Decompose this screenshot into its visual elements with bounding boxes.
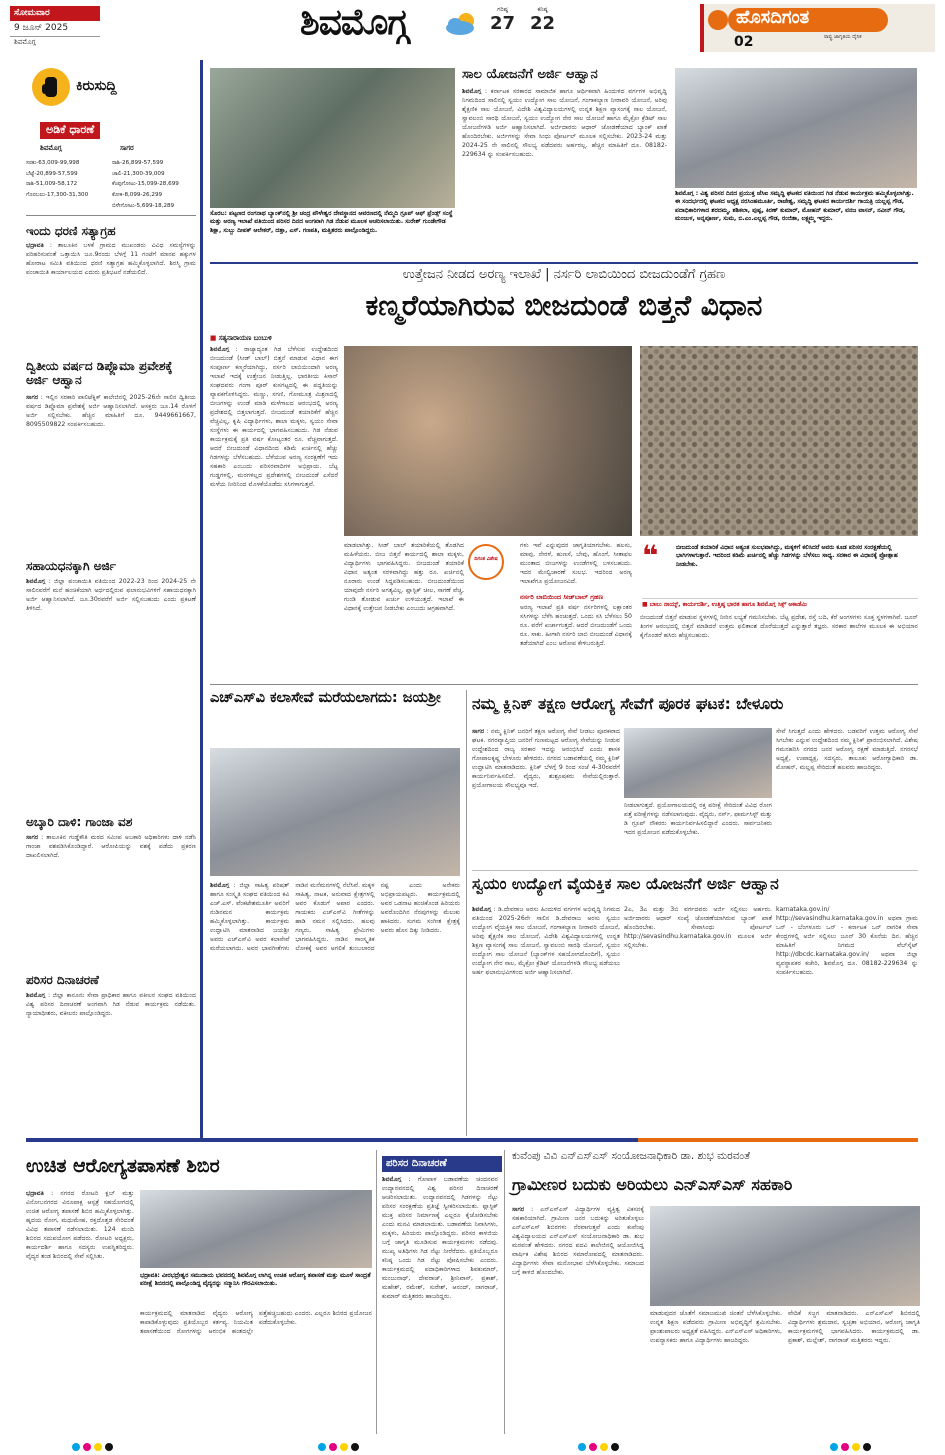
photo-clinic	[624, 728, 772, 798]
min-temp: 22	[530, 12, 556, 34]
badge-text: ದಿಗಂತ ವಿಶೇಷ	[474, 556, 498, 562]
parisara2-place: ಶಿವಮೊಗ್ಗ	[382, 1176, 402, 1183]
byline-text: ಸತ್ಯನಾರಾಯಣ ಬಂಬುಳಿ	[218, 334, 272, 342]
page-number: 02	[734, 34, 754, 50]
clinic-text: ನಮ್ಮ ಕ್ಲಿನಿಕ್ ಜನರಿಗೆ ತಕ್ಷಣ ಆರೋಗ್ಯ ಸೇವೆ ನೀಡಲು ಪೂರಕವಾದ ಘಟಕ. ನಗರವ್ಯಾಪ್ತಿಯ ಜನರಿಗೆ ಗುಣಮಟ್ಟದ ಆರೋಗ್ಯ ಸೇವೆಯನ್ನು ನೀಡುವ ಉದ್ದೇಶದಿಂದ ರಾಜ್ಯ ಸರಕಾರ ಇದನ್ನು ಆರಂಭಿಸಿದೆ ಎಂದು ಶಾಸಕ ಗೋಪಾಲಕೃಷ್ಣ ಬೇಳೂರು ಹೇಳಿದರು. ನಗರದ ಬಡಾವಣೆಯಲ್ಲಿ ನಮ್ಮ ಕ್ಲಿನಿಕ್ ಉದ್ಘಾಟಿಸಿ ಮಾತನಾಡಿದರು. ಕ್ಲಿನಿಕ್ ಬೆಳಗ್ಗೆ 9 ರಿಂದ ಸಂಜೆ 4-30ರವರೆಗೆ ಕಾರ್ಯನಿರ್ವಹಿಸಲಿದೆ. ವೈದ್ಯರು, ಶುಶ್ರೂಷಕರು ಸೇವೆಯಲ್ಲಿರುತ್ತಾರೆ. ಪ್ರಯೋಗಾಲಯ ಸೌಲಭ್ಯವೂ ಇದೆ.	[472, 728, 620, 789]
clinic-body: ಸಾಗರ : ನಮ್ಮ ಕ್ಲಿನಿಕ್ ಜನರಿಗೆ ತಕ್ಷಣ ಆರೋಗ್ಯ ಸೇವೆ ನೀಡಲು ಪೂರಕವಾದ ಘಟಕ. ನಗರವ್ಯಾಪ್ತಿಯ ಜನರಿಗೆ ಗುಣಮಟ್ಟದ ಆರೋಗ್ಯ ಸೇವೆಯನ್ನು ನೀಡುವ ಉದ್ದೇಶದಿಂದ ರಾಜ್ಯ ಸರಕಾರ ಇದನ್ನು ಆರಂಭಿಸಿದೆ ಎಂದು ಶಾಸಕ ಗೋಪಾಲಕೃಷ್ಣ ಬೇಳೂರು ಹೇಳಿದರು. ನಗರದ ಬಡಾವಣೆಯಲ್ಲಿ ನಮ್ಮ ಕ್ಲಿನಿಕ್ ಉದ್ಘಾಟಿಸಿ ಮಾತನಾಡಿದರು. ಕ್ಲಿನಿಕ್ ಬೆಳಗ್ಗೆ 9 ರಿಂದ ಸಂಜೆ 4-30ರವರೆಗೆ ಕಾರ್ಯನಿರ್ವಹಿಸಲಿದೆ. ವೈದ್ಯರು, ಶುಶ್ರೂಷಕರು ಸೇವೆಯಲ್ಲಿರುತ್ತಾರೆ. ಪ್ರಯೋಗಾಲಯ ಸೌಲಭ್ಯವೂ ಇದೆ.	[472, 728, 620, 789]
lead-body4	[520, 604, 632, 680]
parisara2-title: ಪರಿಸರ ದಿನಾಚರಣೆ	[382, 1156, 502, 1172]
lead-byline	[210, 334, 272, 344]
lead-body5	[640, 614, 918, 682]
nss-body2	[650, 1310, 782, 1430]
photo-planting	[210, 68, 455, 208]
parisara2-body: ಶಿವಮೊಗ್ಗ : ಗೋಪಾಳ ಬಡಾವಣೆಯ ಚಂದನವನ ಉದ್ಯಾನವನದಲ್ಲಿ ವಿಶ್ವ ಪರಿಸರ ದಿನಾಚರಣೆ ಆಚರಿಸಲಾಯಿತು. ಉದ್ಯಾನವನದಲ್ಲಿ ಗಿಡಗಳನ್ನು ನೆಟ್ಟು ಪರಿಸರ ಸಂರಕ್ಷಣೆಯ ಪ್ರತಿಜ್ಞೆ ಸ್ವೀಕರಿಸಲಾಯಿತು. ಪ್ಲಾಸ್ಟಿಕ್ ಮುಕ್ತ ಪರಿಸರ ನಿರ್ಮಾಣಕ್ಕೆ ಎಲ್ಲರೂ ಕೈಜೋಡಿಸಬೇಕು ಎಂದು ಮನವಿ ಮಾಡಲಾಯಿತು. ಬಡಾವಣೆಯ ನಿವಾಸಿಗಳು, ಮಕ್ಕಳು, ಹಿರಿಯರು ಪಾಲ್ಗೊಂಡಿದ್ದರು. ಪರಿಸರ ಕಾಳಜಿಯ ಬಗ್ಗೆ ಜಾಗೃತಿ ಮೂಡಿಸುವ ಕಾರ್ಯಕ್ರಮಗಳು ನಡೆದವು. ಮುಖ್ಯ ಅತಿಥಿಗಳು ಗಿಡ ನೆಟ್ಟು ನೀರೆರೆದರು. ಪ್ರತಿಯೊಬ್ಬರೂ ಕನಿಷ್ಠ ಒಂದು ಗಿಡ ನೆಟ್ಟು ಪೋಷಿಸಬೇಕು ಎಂದರು. ಕಾರ್ಯಕ್ರಮದಲ್ಲಿ ಪದಾಧಿಕಾರಿಗಳಾದ ಶಿವಕುಮಾರ್, ಮಂಜುನಾಥ್, ದೇವರಾಜ್, ಶ್ರೀನಿವಾಸ್, ಪ್ರಕಾಶ್, ಮಹೇಶ್, ರಮೇಶ್, ಸುರೇಶ್, ಆನಂದ್, ನಾಗರಾಜ್, ಕುಮಾರ್ ಮತ್ತಿತರರು ಹಾಜರಿದ್ದರು.	[382, 1176, 498, 1300]
parisara2-text: ಗೋಪಾಳ ಬಡಾವಣೆಯ ಚಂದನವನ ಉದ್ಯಾನವನದಲ್ಲಿ ವಿಶ್ವ ಪರಿಸರ ದಿನಾಚರಣೆ ಆಚರಿಸಲಾಯಿತು. ಉದ್ಯಾನವನದಲ್ಲಿ ಗಿಡಗಳನ್ನು ನೆಟ್ಟು ಪರಿಸರ ಸಂರಕ್ಷಣೆಯ ಪ್ರತಿಜ್ಞೆ ಸ್ವೀಕರಿಸಲಾಯಿತು. ಪ್ಲಾಸ್ಟಿಕ್ ಮುಕ್ತ ಪರಿಸರ ನಿರ್ಮಾಣಕ್ಕೆ ಎಲ್ಲರೂ ಕೈಜೋಡಿಸಬೇಕು ಎಂದು ಮನವಿ ಮಾಡಲಾಯಿತು. ಬಡಾವಣೆಯ ನಿವಾಸಿಗಳು, ಮಕ್ಕಳು, ಹಿರಿಯರು ಪಾಲ್ಗೊಂಡಿದ್ದರು. ಪರಿಸರ ಕಾಳಜಿಯ ಬಗ್ಗೆ ಜಾಗೃತಿ ಮೂಡಿಸುವ ಕಾರ್ಯಕ್ರಮಗಳು ನಡೆದವು. ಮುಖ್ಯ ಅತಿಥಿಗಳು ಗಿಡ ನೆಟ್ಟು ನೀರೆರೆದರು. ಪ್ರತಿಯೊಬ್ಬರೂ ಕನಿಷ್ಠ ಒಂದು ಗಿಡ ನೆಟ್ಟು ಪೋಷಿಸಬೇಕು ಎಂದರು. ಕಾರ್ಯಕ್ರಮದಲ್ಲಿ ಪದಾಧಿಕಾರಿಗಳಾದ ಶಿವಕುಮಾರ್, ಮಂಜುನಾಥ್, ದೇವರಾಜ್, ಶ್ರೀನಿವಾಸ್, ಪ್ರಕಾಶ್, ಮಹೇಶ್, ರಮೇಶ್, ಸುರೇಶ್, ಆನಂದ್, ನಾಗರಾಜ್, ಕುಮಾರ್ ಮತ್ತಿತರರು ಹಾಜರಿದ್ದರು.	[382, 1176, 498, 1300]
selfemp-place: ಶಿವಮೊಗ್ಗ	[472, 906, 492, 913]
selfemp-body: ಶಿವಮೊಗ್ಗ : ಡಿ.ದೇವರಾಜ ಅರಸು ಹಿಂದುಳಿದ ವರ್ಗಗಳ ಅಭಿವೃದ್ಧಿ ನಿಗಮದ ವತಿಯಿಂದ 2025-26ನೇ ಸಾಲಿನ ಡಿ.ದೇವರಾಜ ಅರಸು ಸ್ವಯಂ ಉದ್ಯೋಗ ವೈಯಕ್ತಿಕ ಸಾಲ ಯೋಜನೆ, ಗಂಗಾಕಲ್ಯಾಣ ನೀರಾವರಿ ಯೋಜನೆ, ಅರಿವು ಶೈಕ್ಷಣಿಕ ಸಾಲ ಯೋಜನೆ, ವಿದೇಶಿ ವಿಶ್ವವಿದ್ಯಾಲಯಗಳಲ್ಲಿ ಉನ್ನತ ಶಿಕ್ಷಣ ವ್ಯಾಸಂಗಕ್ಕೆ ಸಾಲ ಯೋಜನೆ, ಸ್ವಾವಲಂಬಿ ಸಾರಥಿ ಯೋಜನೆ, ಸ್ವಯಂ ಉದ್ಯೋಗ ಸಾಲ ಯೋಜನೆ (ಬ್ಯಾಂಕ್‌ಗಳ ಸಹಯೋಗದೊಂದಿಗೆ), ಸ್ವಯಂ ಉದ್ಯೋಗ ನೇರ ಸಾಲ, ಮೈಕ್ರೋ ಕ್ರೆಡಿಟ್ ಯೋಜನೆಗಳಡಿ ಸೌಲಭ್ಯ ಪಡೆಯಲು ಅರ್ಹ ಫಲಾನುಭವಿಗಳಿಂದ ಅರ್ಜಿ ಆಹ್ವಾನಿಸಲಾಗಿದೆ.	[472, 906, 620, 976]
hsv-body: ಶಿವಮೊಗ್ಗ : ಜಿಲ್ಲಾ ಸಾಹಿತ್ಯ ಪರಿಷತ್ ಹಾಗೂ ಸಂಸ್ಕೃತಿ ಸಂಘದ ವತಿಯಿಂದ ಕವಿ ಎಚ್.ಎಸ್. ವೆಂಕಟೇಶಮೂರ್ತಿ ಅವರಿಗೆ ನುಡಿನಮನ ಕಾರ್ಯಕ್ರಮ ಹಮ್ಮಿಕೊಳ್ಳಲಾಗಿತ್ತು. ಕಾರ್ಯಕ್ರಮ ಉದ್ಘಾಟಿಸಿ ಮಾತನಾಡಿದ ಜಯಶ್ರೀ ಅವರು ಎಚ್‌ಎಸ್‌ವಿ ಅವರ ಕಲಾಸೇವೆ ಮರೆಯಲಾಗದು. ಅವರ ಭಾವಗೀತೆಗಳು ನಾಡಿನ ಮನೆಮನಗಳಲ್ಲಿ ನೆಲೆಸಿವೆ. ಮಕ್ಕಳ ಸಾಹಿತ್ಯ, ನಾಟಕ, ಅನುವಾದ ಕ್ಷೇತ್ರಗಳಲ್ಲಿ ಅವರ ಕೊಡುಗೆ ಅಪಾರ ಎಂದರು. ಗಾಯಕರು ಎಚ್‌ಎಸ್‌ವಿ ಗೀತೆಗಳನ್ನು ಹಾಡಿ ನಮನ ಸಲ್ಲಿಸಿದರು. ಹಲವು ಗಣ್ಯರು, ಸಾಹಿತ್ಯ ಪ್ರೇಮಿಗಳು ಭಾಗವಹಿಸಿದ್ದರು. ನಾಡಿನ ಸಾಂಸ್ಕೃತಿಕ ಲೋಕಕ್ಕೆ ಅವರ ಅಗಲಿಕೆ ತುಂಬಲಾರದ ನಷ್ಟ ಎಂದು ಅನೇಕರು ಅಭಿಪ್ರಾಯಪಟ್ಟರು. ಕಾರ್ಯಕ್ರಮದಲ್ಲಿ ಅವರ ಒಡನಾಟ ಹಂಚಿಕೊಂಡ ಹಿರಿಯರು ಅವರೊಂದಿಗಿನ ನೆನಪುಗಳನ್ನು ಮೆಲುಕು ಹಾಕಿದರು. ಸುಗಮ ಸಂಗೀತ ಕ್ಷೇತ್ರಕ್ಕೆ ಅವರು ಹೊಸ ದಿಕ್ಕು ನೀಡಿದರು.	[210, 882, 460, 952]
masthead-city: ಶಿವಮೊಗ್ಗ	[14, 37, 36, 46]
lead-text3: ಗಳು ಇವೆ ಎನ್ನುವುದರ ಜಾಗೃತಿಯಾಗಬೇಕು. ಹಲಸು, ಮಾವು, ನೇರಳೆ, ಹುಣಸೆ, ಬೇವು, ಹೊಂಗೆ, ಸೀತಾಫಲ ಮುಂತಾದ ಬೀಜಗಳನ್ನು ಉಂಡೆಗಳಲ್ಲಿ ಬಳಸಬಹುದು. ಇದರ ಮೇಲ್ವಿಚಾರಣೆ ಸುಲಭ. ಇದರಿಂದ ಅರಣ್ಯ ಇಲಾಖೆಗೂ ಪ್ರಯೋಜನವಿದೆ.	[520, 542, 632, 585]
story-text: ಜಿಲ್ಲಾ ಪಂಚಾಯಿತಿ ವತಿಯಿಂದ 2022-23 ರಿಂದ 2024-25 ನೇ ಸಾಲಿನವರೆಗೆ ಮನೆ ಹಂಚಿಕೆಯಾಗಿ ಅರ್ಧದಲ್ಲಿರುವ ಫಲಾನುಭವಿಗಳಿಗೆ ಸಹಾಯಧನಕ್ಕಾಗಿ ಅರ್ಜಿ ಆಹ್ವಾನಿಸಲಾಗಿದೆ. ಜೂ.30ರವರೆಗೆ ಅರ್ಜಿ ಸಲ್ಲಿಸಬಹುದು ಎಂದು ಪ್ರಕಟಣೆ ತಿಳಿಸಿದೆ.	[26, 578, 196, 612]
masthead-date-box	[10, 6, 120, 50]
kirusuddi-title: ಕಿರುಸುದ್ದಿ	[76, 78, 117, 94]
brand-logo-icon	[708, 10, 728, 30]
nss-place: ಸಾಗರ	[512, 1206, 525, 1213]
story-place: ಶಿವಮೊಗ್ಗ	[26, 578, 46, 585]
nss-text3: ವೇದಿಕೆ ಸಜ್ಜಗ ಮಾತನಾಡಿದರು. ಎನ್‌ಎಸ್‌ಎಸ್ ಶಿಬಿರದಲ್ಲಿ ವಿದ್ಯಾರ್ಥಿಗಳು ಶ್ರಮದಾನ, ಸ್ವಚ್ಛತಾ ಅಭಿಯಾನ, ಆರೋಗ್ಯ ಜಾಗೃತಿ ಕಾರ್ಯಕ್ರಮಗಳಲ್ಲಿ ಭಾಗವಹಿಸಿದರು. ಕಾರ್ಯಕ್ರಮದಲ್ಲಿ ಡಾ. ಪ್ರಕಾಶ್, ಮಲ್ಲೇಶ್, ನಾಗರಾಜ್ ಮತ್ತಿತರರು ಇದ್ದರು.	[788, 1310, 920, 1344]
loan-title: ಸಾಲ ಯೋಜನೆಗೆ ಅರ್ಜಿ ಆಹ್ವಾನ	[462, 67, 598, 82]
sidebar-divider	[200, 60, 203, 1140]
lead-body3	[520, 542, 632, 592]
clinic-title: ನಮ್ಮ ಕ್ಲಿನಿಕ್ ತಕ್ಷಣ ಆರೋಗ್ಯ ಸೇವೆಗೆ ಪೂರಕ ಘಟಕ: ಬೇಳೂರು	[472, 695, 784, 713]
selfemp-text: ಡಿ.ದೇವರಾಜ ಅರಸು ಹಿಂದುಳಿದ ವರ್ಗಗಳ ಅಭಿವೃದ್ಧಿ ನಿಗಮದ ವತಿಯಿಂದ 2025-26ನೇ ಸಾಲಿನ ಡಿ.ದೇವರಾಜ ಅರಸು ಸ್ವಯಂ ಉದ್ಯೋಗ ವೈಯಕ್ತಿಕ ಸಾಲ ಯೋಜನೆ, ಗಂಗಾಕಲ್ಯಾಣ ನೀರಾವರಿ ಯೋಜನೆ, ಅರಿವು ಶೈಕ್ಷಣಿಕ ಸಾಲ ಯೋಜನೆ, ವಿದೇಶಿ ವಿಶ್ವವಿದ್ಯಾಲಯಗಳಲ್ಲಿ ಉನ್ನತ ಶಿಕ್ಷಣ ವ್ಯಾಸಂಗಕ್ಕೆ ಸಾಲ ಯೋಜನೆ, ಸ್ವಾವಲಂಬಿ ಸಾರಥಿ ಯೋಜನೆ, ಸ್ವಯಂ ಉದ್ಯೋಗ ಸಾಲ ಯೋಜನೆ (ಬ್ಯಾಂಕ್‌ಗಳ ಸಹಯೋಗದೊಂದಿಗೆ), ಸ್ವಯಂ ಉದ್ಯೋಗ ನೇರ ಸಾಲ, ಮೈಕ್ರೋ ಕ್ರೆಡಿಟ್ ಯೋಜನೆಗಳಡಿ ಸೌಲಭ್ಯ ಪಡೆಯಲು ಅರ್ಹ ಫಲಾನುಭವಿಗಳಿಂದ ಅರ್ಜಿ ಆಹ್ವಾನಿಸಲಾಗಿದೆ.	[472, 906, 620, 976]
weather-icon	[444, 10, 480, 36]
lead-kicker: ಉತ್ತೇಜನ ನೀಡದ ಅರಣ್ಯ ಇಲಾಖೆ | ನರ್ಸರಿ ಲಾಬಿಯಿಂದ ಬೀಜದುಂಡೆಗೆ ಗ್ರಹಣ	[402, 267, 726, 282]
camp-text2: ಕಾರ್ಯಕ್ರಮದಲ್ಲಿ ಮಾತನಾಡಿದ ವೈದ್ಯರು ಆರೋಗ್ಯ ಕಾಪಾಡಿಕೊಳ್ಳುವುದು ಪ್ರತಿಯೊಬ್ಬರ ಕರ್ತವ್ಯ. ನಿಯಮಿತ ತಪಾಸಣೆಯಿಂದ ರೋಗಗಳನ್ನು ಆರಂಭಿಕ ಹಂತದಲ್ಲೇ ಪತ್ತೆಹಚ್ಚಬಹುದು ಎಂದರು. ಎಲ್ಲರೂ ಶಿಬಿರದ ಪ್ರಯೋಜನ ಪಡೆದುಕೊಳ್ಳಬೇಕು.	[140, 1310, 372, 1335]
rate-row: ರಾಶಿ-51,009-58,172	[26, 181, 78, 188]
lead-body2	[344, 542, 464, 680]
max-temp: 27	[490, 12, 516, 34]
nss-body: ಸಾಗರ : ಎನ್‌ಎಸ್‌ಎಸ್ ವಿದ್ಯಾರ್ಥಿಗಳ ವ್ಯಕ್ತಿತ್ವ ವಿಕಸನಕ್ಕೆ ಸಹಕಾರಿಯಾಗಿದೆ. ಗ್ರಾಮೀಣ ಜನರ ಬದುಕನ್ನು ಅರಿತುಕೊಳ್ಳಲು ಎನ್‌ಎಸ್‌ಎಸ್ ಶಿಬಿರಗಳು ನೆರವಾಗುತ್ತವೆ ಎಂದು ಕುವೆಂಪು ವಿಶ್ವವಿದ್ಯಾಲಯದ ಎನ್‌ಎಸ್‌ಎಸ್ ಸಂಯೋಜನಾಧಿಕಾರಿ ಡಾ. ಶುಭ ಮರವಂತೆ ಹೇಳಿದರು. ನಗರದ ಪದವಿ ಕಾಲೇಜಿನಲ್ಲಿ ಆಯೋಜಿಸಿದ್ದ ವಾರ್ಷಿಕ ವಿಶೇಷ ಶಿಬಿರದ ಸಮಾರೋಪದಲ್ಲಿ ಮಾತನಾಡಿದರು. ವಿದ್ಯಾರ್ಥಿಗಳು ಸೇವಾ ಮನೋಭಾವ ಬೆಳೆಸಿಕೊಳ್ಳಬೇಕು. ಸಮಾಜದ ಬಗ್ಗೆ ಕಾಳಜಿ ಹೊಂದಬೇಕು.	[512, 1206, 644, 1276]
story-text: ತಾಲೂಕಿನ ಬಳಕೆ ಗ್ರಾಮದ ಮುಖಂಡರು ವಿವಿಧ ಸಮಸ್ಯೆಗಳನ್ನು ಪರಿಹರಿಸುವಂತೆ ಒತ್ತಾಯಿಸಿ ಜೂ.9ರಂದು ಬೆಳಗ್ಗೆ 11 ಗಂಟೆಗೆ ಮಾನವ ಹಕ್ಕುಗಳ ಹೋರಾಟ ಸಮಿತಿ ವತಿಯಿಂದ ಧರಣಿ ಸತ್ಯಾಗ್ರಹ ಹಮ್ಮಿಕೊಳ್ಳಲಾಗಿದೆ. ಶಿರಸ್ಮಿ ಗ್ರಾಮ ಪಂಚಾಯಿತಿ ಕಾರ್ಯಾಲಯದ ಎದುರು ಪ್ರತಿಭಟನೆ ನಡೆಯಲಿದೆ.	[26, 242, 196, 276]
lead-headline: ಕಣ್ಮರೆಯಾಗಿರುವ ಬೀಜದುಂಡೆ ಬಿತ್ತನೆ ವಿಧಾನ	[365, 289, 763, 322]
story-body: ಸಾಗರ : ತಾಲೂಕಿನ ಗುಡ್ಡೆಕೌತಿ ಮಠದ ಸಮೀಪ ಅಬಕಾರಿ ಅಧಿಕಾರಿಗಳು ದಾಳಿ ನಡೆಸಿ ಗಾಂಜಾ ವಶಪಡಿಸಿಕೊಂಡಿದ್ದಾರೆ. ಆರೋಪಿಯನ್ನು ವಶಕ್ಕೆ ಪಡೆದು ಪ್ರಕರಣ ದಾಖಲಿಸಲಾಗಿದೆ.	[26, 834, 196, 859]
selfemp-text3: karnataka.gov.in/ http://sevasindhu.karnataka.gov.in ಅಥವಾ ಗ್ರಾಮ ಒನ್ - ಬೆಂಗಳೂರು ಒನ್ - ಕರ್ನಾಟಕ ಒನ್ ನಾಗರಿಕ ಸೇವಾ ಕೇಂದ್ರಗಳಲ್ಲಿ ಅರ್ಜಿ ಸಲ್ಲಿಸಲು ಜೂನ್ 30 ಕೊನೆಯ ದಿನ. ಹೆಚ್ಚಿನ ಮಾಹಿತಿಗೆ ನಿಗಮದ ವೆಬ್‌ಸೈಟ್ http://dbcdc.karnataka.gov.in/ ಅಥವಾ ಜಿಲ್ಲಾ ವ್ಯವಸ್ಥಾಪಕರ ಕಚೇರಿ, ಶಿವಮೊಗ್ಗ ದೂ. 08182-229634 ನ್ನು ಸಂಪರ್ಕಿಸಬಹುದು.	[776, 906, 918, 976]
masthead-day: ಸೋಮವಾರ	[10, 6, 100, 21]
story-place: ಸಾಗರ	[26, 394, 39, 401]
selfemp-body2	[624, 906, 772, 1128]
bottom-band-rule	[26, 1138, 638, 1142]
nss-kicker: ಕುವೆಂಪು ವಿವಿ ಎನ್ಎಸ್ಎಸ್ ಸಂಯೋಜನಾಧಿಕಾರಿ ಡಾ. ಶುಭ ಮರವಂತೆ	[512, 1150, 751, 1162]
hsv-text: ಜಿಲ್ಲಾ ಸಾಹಿತ್ಯ ಪರಿಷತ್ ಹಾಗೂ ಸಂಸ್ಕೃತಿ ಸಂಘದ ವತಿಯಿಂದ ಕವಿ ಎಚ್.ಎಸ್. ವೆಂಕಟೇಶಮೂರ್ತಿ ಅವರಿಗೆ ನುಡಿನಮನ ಕಾರ್ಯಕ್ರಮ ಹಮ್ಮಿಕೊಳ್ಳಲಾಗಿತ್ತು. ಕಾರ್ಯಕ್ರಮ ಉದ್ಘಾಟಿಸಿ ಮಾತನಾಡಿದ ಜಯಶ್ರೀ ಅವರು ಎಚ್‌ಎಸ್‌ವಿ ಅವರ ಕಲಾಸೇವೆ ಮರೆಯಲಾಗದು. ಅವರ ಭಾವಗೀತೆಗಳು ನಾಡಿನ ಮನೆಮನಗಳಲ್ಲಿ ನೆಲೆಸಿವೆ. ಮಕ್ಕಳ ಸಾಹಿತ್ಯ, ನಾಟಕ, ಅನುವಾದ ಕ್ಷೇತ್ರಗಳಲ್ಲಿ ಅವರ ಕೊಡುಗೆ ಅಪಾರ ಎಂದರು. ಗಾಯಕರು ಎಚ್‌ಎಸ್‌ವಿ ಗೀತೆಗಳನ್ನು ಹಾಡಿ ನಮನ ಸಲ್ಲಿಸಿದರು. ಹಲವು ಗಣ್ಯರು, ಸಾಹಿತ್ಯ ಪ್ರೇಮಿಗಳು ಭಾಗವಹಿಸಿದ್ದರು. ನಾಡಿನ ಸಾಂಸ್ಕೃತಿಕ ಲೋಕಕ್ಕೆ ಅವರ ಅಗಲಿಕೆ ತುಂಬಲಾರದ ನಷ್ಟ ಎಂದು ಅನೇಕರು ಅಭಿಪ್ರಾಯಪಟ್ಟರು. ಕಾರ್ಯಕ್ರಮದಲ್ಲಿ ಅವರ ಒಡನಾಟ ಹಂಚಿಕೊಂಡ ಹಿರಿಯರು ಅವರೊಂದಿಗಿನ ನೆನಪುಗಳನ್ನು ಮೆಲುಕು ಹಾಕಿದರು. ಸುಗಮ ಸಂಗೀತ ಕ್ಷೇತ್ರಕ್ಕೆ ಅವರು ಹೊಸ ದಿಕ್ಕು ನೀಡಿದರು.	[210, 882, 460, 952]
adike-title: ಅಡಿಕೆ ಧಾರಣೆ	[40, 122, 100, 139]
rate-row: ಕೆಂಪುಗೋಟು-15,099-28,699	[112, 181, 179, 188]
print-registration-marks	[72, 1443, 116, 1455]
camp-title: ಉಚಿತ ಆರೋಗ್ಯತಪಾಸಣೆ ಶಿಬಿರ	[26, 1155, 220, 1177]
camp-caption: ಭದ್ರಾವತಿ: ವೀರಭದ್ರೇಶ್ವರ ಸಮುದಾಯ ಭವನದಲ್ಲಿ ಶಿವಮೊಗ್ಗ ಲಾಗಿನ್ನ ಉಚಿತ ಆರೋಗ್ಯ ತಪಾಸಣೆ ಮತ್ತು ಮೂಳೆ ಸಾಂದ್ರತೆ ಪರೀಕ್ಷೆ ಶಿಬಿರದಲ್ಲಿ ಪಾಲ್ಗೊಂಡಿದ್ದ ವೈದ್ಯರನ್ನು ಸನ್ಮಾನಿಸಿ ಗೌರವಿಸಲಾಯಿತು.	[140, 1272, 371, 1288]
camp-body: ಭದ್ರಾವತಿ : ನಗರದ ರೋಟರಿ ಕ್ಲಬ್ ಮತ್ತು ವಿನೋಬನಗರದ ವಿರೂಪಾಕ್ಷ ಆಸ್ಪತ್ರೆ ಸಹಯೋಗದಲ್ಲಿ ಉಚಿತ ಆರೋಗ್ಯ ತಪಾಸಣೆ ಶಿಬಿರ ಹಮ್ಮಿಕೊಳ್ಳಲಾಗಿತ್ತು. ಹೃದಯ ರೋಗ, ಮಧುಮೇಹ, ರಕ್ತದೊತ್ತಡ ಸೇರಿದಂತೆ ವಿವಿಧ ತಪಾಸಣೆ ನಡೆಸಲಾಯಿತು. 124 ಮಂದಿ ಶಿಬಿರದ ಸದುಪಯೋಗ ಪಡೆದರು. ರೋಟರಿ ಅಧ್ಯಕ್ಷರು, ಕಾರ್ಯದರ್ಶಿ ಹಾಗೂ ಸದಸ್ಯರು ಉಪಸ್ಥಿತರಿದ್ದರು. ವೈದ್ಯರ ತಂಡ ಶಿಬಿರದಲ್ಲಿ ಸೇವೆ ಸಲ್ಲಿಸಿತು.	[26, 1190, 134, 1260]
lead-text5: ಬೀಜದುಂಡೆ ಬಿತ್ತನೆ ಮಾಡುವ ಸ್ಥಳಗಳಲ್ಲಿ ನೀರಿನ ಲಭ್ಯತೆ ಗಮನಿಸಬೇಕು. ಬೆಟ್ಟ ಪ್ರದೇಶ, ರಸ್ತೆ ಬದಿ, ಕೆರೆ ಅಂಗಳಗಳು ಸೂಕ್ತ ಸ್ಥಳಗಳಾಗಿವೆ. ಜೂನ್ ತಿಂಗಳ ಆರಂಭದಲ್ಲಿ ಬಿತ್ತನೆ ಮಾಡಿದರೆ ಉತ್ತಮ ಫಲಿತಾಂಶ ದೊರೆಯುತ್ತದೆ ಎನ್ನುತ್ತಾರೆ ತಜ್ಞರು. ಸರಕಾರ ಶಾಲೆಗಳ ಮೂಲಕ ಈ ಅಭಿಯಾನ ಕೈಗೊಂಡರೆ ಹಸಿರು ಹೆಚ್ಚಿಸಬಹುದು.	[640, 614, 918, 639]
story-place: ಸಾಗರ	[26, 834, 39, 841]
adike-rates-left	[26, 158, 111, 201]
nss-body3	[788, 1310, 920, 1430]
story-body: ಭದ್ರಾವತಿ : ತಾಲೂಕಿನ ಬಳಕೆ ಗ್ರಾಮದ ಮುಖಂಡರು ವಿವಿಧ ಸಮಸ್ಯೆಗಳನ್ನು ಪರಿಹರಿಸುವಂತೆ ಒತ್ತಾಯಿಸಿ ಜೂ.9ರಂದು ಬೆಳಗ್ಗೆ 11 ಗಂಟೆಗೆ ಮಾನವ ಹಕ್ಕುಗಳ ಹೋರಾಟ ಸಮಿತಿ ವತಿಯಿಂದ ಧರಣಿ ಸತ್ಯಾಗ್ರಹ ಹಮ್ಮಿಕೊಳ್ಳಲಾಗಿದೆ. ಶಿರಸ್ಮಿ ಗ್ರಾಮ ಪಂಚಾಯಿತಿ ಕಾರ್ಯಾಲಯದ ಎದುರು ಪ್ರತಿಭಟನೆ ನಡೆಯಲಿದೆ.	[26, 242, 196, 276]
nss-title: ಗ್ರಾಮೀಣರ ಬದುಕು ಅರಿಯಲು ಎನ್ಎಸ್ಎಸ್ ಸಹಕಾರಿ	[512, 1175, 793, 1194]
lead-body: ಶಿವಮೊಗ್ಗ : ರಾಜ್ಯಾದ್ಯಂತ ಗಿಡ ಬೆಳೆಸುವ ಉದ್ದೇಶದಿಂದ ಬೀಜದುಂಡೆ (ಸೀಡ್ ಬಾಲ್) ಬಿತ್ತನೆ ಮಾಡುವ ವಿಧಾನ ಈಗ ಸಂಪೂರ್ಣ ಕಣ್ಮರೆಯಾಗಿದ್ದು, ನರ್ಸರಿ ಲಾಬಿಯಿಂದಾಗಿ ಅರಣ್ಯ ಇಲಾಖೆ ಇದಕ್ಕೆ ಉತ್ತೇಜನ ನೀಡುತ್ತಿಲ್ಲ. ಭಾರತೀಯ ಕಿಸಾನ್ ಸಂಘದವರು ಗಂಗಾ ಪೂರ್ ಕುಸಗಟ್ಟದಲ್ಲಿ ಈ ಪದ್ಧತಿಯನ್ನು ವ್ಯಾಪಕಗೊಳಿಸಿದ್ದರು. ಮಣ್ಣು, ಸಗಣಿ, ಗೋಮೂತ್ರ ಮಿಶ್ರಣದಲ್ಲಿ ಬೀಜಗಳನ್ನು ಉಂಡೆ ಮಾಡಿ ಮಳೆಗಾಲದ ಆರಂಭದಲ್ಲಿ ಅರಣ್ಯ ಪ್ರದೇಶದಲ್ಲಿ ಬಿತ್ತಲಾಗುತ್ತದೆ. ಬೀಜದುಂಡೆ ತಯಾರಿಕೆಗೆ ಹೆಚ್ಚಿನ ವೆಚ್ಚವಿಲ್ಲ, ಕೃಷಿ ವಿದ್ಯಾರ್ಥಿಗಳು, ಶಾಲಾ ಮಕ್ಕಳು, ಸ್ವಯಂ ಸೇವಾ ಸಂಸ್ಥೆಗಳು ಈ ಕಾರ್ಯದಲ್ಲಿ ಭಾಗವಹಿಸಬಹುದು. ಗಿಡ ನೆಡುವ ಕಾರ್ಯಕ್ರಮಕ್ಕೆ ಪ್ರತಿ ವರ್ಷ ಕೋಟ್ಯಂತರ ರೂ. ವೆಚ್ಚವಾಗುತ್ತದೆ. ಆದರೆ ಬೀಜದುಂಡೆ ವಿಧಾನದಿಂದ ಕಡಿಮೆ ಖರ್ಚಿನಲ್ಲಿ ಹೆಚ್ಚು ಗಿಡಗಳನ್ನು ಬೆಳೆಸಬಹುದು. ಬೆಳೆಯುವ ಅರಣ್ಯ ಸಂರಕ್ಷಣೆಗೆ ಇದು ಸಹಕಾರಿ ಎಂಬುದು ಪರಿಸರವಾದಿಗಳ ಅಭಿಪ್ರಾಯ. ಬೆಟ್ಟ ಗುಡ್ಡಗಳಲ್ಲಿ, ಮರಗಳಿಲ್ಲದ ಪ್ರದೇಶಗಳಲ್ಲಿ ಬೀಜದುಂಡೆ ಎಸೆದರೆ ಮಳೆಯ ನೀರಿನಿಂದ ಮೊಳಕೆಯೊಡೆದು ಸಸಿಗಳಾಗುತ್ತವೆ.	[210, 346, 338, 488]
hand-icon	[32, 68, 70, 106]
story-text: ಇಲ್ಲಿನ ಸರಕಾರಿ ಪಾಲಿಟೆಕ್ನಿಕ್ ಕಾಲೇಜಿನಲ್ಲಿ 2025-26ನೇ ಸಾಲಿನ ದ್ವಿತೀಯ ವರ್ಷದ ಡಿಪ್ಲೊಮಾ ಪ್ರವೇಶಕ್ಕೆ ಅರ್ಜಿ ಆಹ್ವಾನಿಸಲಾಗಿದೆ. ಆಸಕ್ತರು ಜೂ.14 ರೊಳಗೆ ಅರ್ಜಿ ಸಲ್ಲಿಸಬೇಕು. ಹೆಚ್ಚಿನ ಮಾಹಿತಿಗೆ ದೂ. 9449661667, 8095509822 ಸಂಪರ್ಕಿಸಬಹುದು.	[26, 394, 196, 428]
hsv-title: ಎಚ್‌ಎಸ್‌ವಿ ಕಲಾಸೇವೆ ಮರೆಯಲಾಗದು: ಜಯಶ್ರೀ	[210, 690, 441, 706]
lead-quote: ಬೀಜದುಂಡೆ ತಯಾರಿಕೆ ವಿಧಾನ ಅತ್ಯಂತ ಸುಲಭವಾಗಿದ್ದು, ಮಕ್ಕಳಿಗೆ ಕಲಿಸಿದರೆ ಅವರು ಕೂಡ ಪರಿಸರ ಸಂರಕ್ಷಣೆಯಲ್ಲಿ ಭಾಗಿಗಳಾಗುತ್ತಾರೆ. ಇದರಿಂದ ಕಡಿಮೆ ಖರ್ಚಿನಲ್ಲಿ ಹೆಚ್ಚು ಗಿಡಗಳನ್ನು ಬೆಳೆಸಲು ಸಾಧ್ಯ. ಸರಕಾರ ಈ ವಿಧಾನಕ್ಕೆ ಪ್ರೋತ್ಸಾಹ ನೀಡಬೇಕು.	[676, 544, 898, 568]
rate-row: ಕೋಕ-8,099-26,299	[112, 191, 163, 198]
selfemp-body3	[776, 906, 918, 1128]
story-body: ಶಿವಮೊಗ್ಗ : ಜಿಲ್ಲಾ ಕಾನೂನು ಸೇವಾ ಪ್ರಾಧಿಕಾರ ಹಾಗೂ ವಕೀಲರ ಸಂಘದ ವತಿಯಿಂದ ವಿಶ್ವ ಪರಿಸರ ದಿನಾಚರಣೆ ಅಂಗವಾಗಿ ಗಿಡ ನೆಡುವ ಕಾರ್ಯಕ್ರಮ ನಡೆಯಿತು. ನ್ಯಾಯಾಧೀಶರು, ವಕೀಲರು ಪಾಲ್ಗೊಂಡಿದ್ದರು.	[26, 992, 196, 1017]
print-registration-marks	[830, 1443, 874, 1455]
camp-body2	[140, 1310, 372, 1428]
photo-seedball-making	[344, 346, 632, 536]
loan-text: ಕರ್ನಾಟಕ ಸರಕಾರದ ಸಾಮಾಜಿಕ ಹಾಗೂ ಆರ್ಥಿಕವಾಗಿ ಹಿಂದುಳಿದ ವರ್ಗಗಳ ಅಭಿವೃದ್ಧಿ ನಿಗಮದಿಂದ ಸಾಲಿನಲ್ಲಿ ಸ್ವಯಂ ಉದ್ಯೋಗ ಸಾಲ ಯೋಜನೆ, ಗಂಗಾಕಲ್ಯಾಣ ನೀರಾವರಿ ಯೋಜನೆ, ಅರಿವು ಶೈಕ್ಷಣಿಕ ಸಾಲ ಯೋಜನೆ, ವಿದೇಶಿ ವಿಶ್ವವಿದ್ಯಾಲಯಗಳಲ್ಲಿ ಉನ್ನತ ಶಿಕ್ಷಣ ವ್ಯಾಸಂಗಕ್ಕೆ ಸಾಲ ಯೋಜನೆ, ಸ್ವಾವಲಂಬಿ ಸಾರಥಿ ಯೋಜನೆ, ಸ್ವಯಂ ಉದ್ಯೋಗ ನೇರ ಸಾಲ ಯೋಜನೆ ಹಾಗೂ ಮೈಕ್ರೋ ಕ್ರೆಡಿಟ್ ಸಾಲ ಯೋಜನೆಗಳಡಿ ಅರ್ಜಿ ಆಹ್ವಾನಿಸಲಾಗಿದೆ. ಅರ್ಜಿದಾರರು ಆಧಾರ್ ಜೋಡಣೆಯಾದ ಬ್ಯಾಂಕ್ ಖಾತೆ ಹೊಂದಿರಬೇಕು. ಅರ್ಜಿಗಳನ್ನು ಸೇವಾ ಸಿಂಧು ಪೋರ್ಟಲ್ ಮೂಲಕ ಸಲ್ಲಿಸಬೇಕು. 2023-24 ಮತ್ತು 2024-25 ನೇ ಸಾಲಿನಲ್ಲಿ ಸೌಲಭ್ಯ ಪಡೆದವರು ಅರ್ಹರಲ್ಲ. ಹೆಚ್ಚಿನ ಮಾಹಿತಿಗೆ ದೂ. 08182-229634 ನ್ನು ಸಂಪರ್ಕಿಸಬಹುದು.	[462, 88, 667, 158]
lead-text2: ಮಾಡಲಾಗಿತ್ತು. ಸೀಡ್ ಬಾಲ್ ತಯಾರಿಕೆಯಲ್ಲಿ ತೊಡಗಿದ ಮಹಿಳೆಯರು. ಬೀಜ ಬಿತ್ತನೆ ಕಾರ್ಯದಲ್ಲಿ ಶಾಲಾ ಮಕ್ಕಳು, ವಿದ್ಯಾರ್ಥಿಗಳು ಭಾಗವಹಿಸಿದ್ದರು. ಬೀಜದುಂಡೆ ತಯಾರಿಕೆ ವಿಧಾನ ಅತ್ಯಂತ ಸರಳವಾಗಿದ್ದು ಹತ್ತು ರೂ. ಖರ್ಚಿನಲ್ಲಿ ನೂರಾರು ಉಂಡೆ ಸಿದ್ಧಪಡಿಸಬಹುದು. ಬೀಜದುಂಡೆಯಿಂದ ಯಾವುದೇ ನರ್ಸರಿ ಅಗತ್ಯವಿಲ್ಲ. ಪ್ಲಾಸ್ಟಿಕ್ ಚೀಲ, ಸಾಗಣೆ ವೆಚ್ಚ, ಗುಂಡಿ ತೋಡುವ ಖರ್ಚು ಉಳಿಯುತ್ತದೆ. ಇಲಾಖೆ ಈ ವಿಧಾನಕ್ಕೆ ಉತ್ತೇಜನ ನೀಡಬೇಕು ಎಂಬುದು ಆಗ್ರಹವಾಗಿದೆ.	[344, 542, 464, 612]
clinic-text2: ನೀಡಲಾಗುತ್ತದೆ. ಪ್ರಯೋಗಾಲಯದಲ್ಲಿ ರಕ್ತ ಪರೀಕ್ಷೆ ಸೇರಿದಂತೆ ವಿವಿಧ ರೋಗ ಪತ್ತೆ ಪರೀಕ್ಷೆಗಳನ್ನು ನಡೆಸಲಾಗುವುದು. ವೈದ್ಯರು, ನರ್ಸ್, ಫಾರ್ಮಸಿಸ್ಟ್ ಮತ್ತು ಡಿ ಗ್ರೂಪ್ ನೌಕರರು ಕಾರ್ಯನಿರ್ವಹಿಸಲಿದ್ದಾರೆ ಎಂದರು. ಸಾರ್ವಜನಿಕರು ಇದರ ಪ್ರಯೋಜನ ಪಡೆದುಕೊಳ್ಳಬೇಕು.	[624, 802, 772, 836]
lead-text4: ಅರಣ್ಯ ಇಲಾಖೆ ಪ್ರತಿ ವರ್ಷ ನರ್ಸರಿಗಳಲ್ಲಿ ಲಕ್ಷಾಂತರ ಸಸಿಗಳನ್ನು ಬೆಳೆಸಿ ಹಂಚುತ್ತದೆ. ಒಂದು ಸಸಿ ಬೆಳೆಸಲು 50 ರೂ. ವರೆಗೆ ಖರ್ಚಾಗುತ್ತದೆ. ಆದರೆ ಬೀಜದುಂಡೆಗೆ ಒಂದು ರೂ. ಸಾಕು. ಹೀಗಾಗಿ ನರ್ಸರಿ ಲಾಬಿ ಬೀಜದುಂಡೆ ವಿಧಾನಕ್ಕೆ ತಡೆಯಾಗಿದೆ ಎಂಬ ಆರೋಪ ಕೇಳಿಬರುತ್ತಿದೆ.	[520, 604, 632, 647]
lead-text: ರಾಜ್ಯಾದ್ಯಂತ ಗಿಡ ಬೆಳೆಸುವ ಉದ್ದೇಶದಿಂದ ಬೀಜದುಂಡೆ (ಸೀಡ್ ಬಾಲ್) ಬಿತ್ತನೆ ಮಾಡುವ ವಿಧಾನ ಈಗ ಸಂಪೂರ್ಣ ಕಣ್ಮರೆಯಾಗಿದ್ದು, ನರ್ಸರಿ ಲಾಬಿಯಿಂದಾಗಿ ಅರಣ್ಯ ಇಲಾಖೆ ಇದಕ್ಕೆ ಉತ್ತೇಜನ ನೀಡುತ್ತಿಲ್ಲ. ಭಾರತೀಯ ಕಿಸಾನ್ ಸಂಘದವರು ಗಂಗಾ ಪೂರ್ ಕುಸಗಟ್ಟದಲ್ಲಿ ಈ ಪದ್ಧತಿಯನ್ನು ವ್ಯಾಪಕಗೊಳಿಸಿದ್ದರು. ಮಣ್ಣು, ಸಗಣಿ, ಗೋಮೂತ್ರ ಮಿಶ್ರಣದಲ್ಲಿ ಬೀಜಗಳನ್ನು ಉಂಡೆ ಮಾಡಿ ಮಳೆಗಾಲದ ಆರಂಭದಲ್ಲಿ ಅರಣ್ಯ ಪ್ರದೇಶದಲ್ಲಿ ಬಿತ್ತಲಾಗುತ್ತದೆ. ಬೀಜದುಂಡೆ ತಯಾರಿಕೆಗೆ ಹೆಚ್ಚಿನ ವೆಚ್ಚವಿಲ್ಲ, ಕೃಷಿ ವಿದ್ಯಾರ್ಥಿಗಳು, ಶಾಲಾ ಮಕ್ಕಳು, ಸ್ವಯಂ ಸೇವಾ ಸಂಸ್ಥೆಗಳು ಈ ಕಾರ್ಯದಲ್ಲಿ ಭಾಗವಹಿಸಬಹುದು. ಗಿಡ ನೆಡುವ ಕಾರ್ಯಕ್ರಮಕ್ಕೆ ಪ್ರತಿ ವರ್ಷ ಕೋಟ್ಯಂತರ ರೂ. ವೆಚ್ಚವಾಗುತ್ತದೆ. ಆದರೆ ಬೀಜದುಂಡೆ ವಿಧಾನದಿಂದ ಕಡಿಮೆ ಖರ್ಚಿನಲ್ಲಿ ಹೆಚ್ಚು ಗಿಡಗಳನ್ನು ಬೆಳೆಸಬಹುದು. ಬೆಳೆಯುವ ಅರಣ್ಯ ಸಂರಕ್ಷಣೆಗೆ ಇದು ಸಹಕಾರಿ ಎಂಬುದು ಪರಿಸರವಾದಿಗಳ ಅಭಿಪ್ರಾಯ. ಬೆಟ್ಟ ಗುಡ್ಡಗಳಲ್ಲಿ, ಮರಗಳಿಲ್ಲದ ಪ್ರದೇಶಗಳಲ್ಲಿ ಬೀಜದುಂಡೆ ಎಸೆದರೆ ಮಳೆಯ ನೀರಿನಿಂದ ಮೊಳಕೆಯೊಡೆದು ಸಸಿಗಳಾಗುತ್ತವೆ.	[210, 346, 338, 488]
brand-tagline: ರಾಷ್ಟ್ರ ಜಾಗೃತಿಯ ದೈನಿಕ	[824, 34, 862, 40]
masthead-title: ಶಿವಮೊಗ್ಗ	[300, 2, 408, 43]
lead-quote-by: ■ ಬಾಲು ನಾಯ್ಕ್, ಕಾರ್ಯದರ್ಶಿ, ಉತ್ತಿಷ್ಠ ಭಾರತ ಹಾಗೂ ಶಿವಮೊಗ್ಗ ಸಿಕ್ಸ್ ಅಕಾಡೆಮಿ	[642, 598, 918, 610]
weather-max	[490, 6, 515, 33]
nss-text2: ಮಾಡುವುದರ ಜೊತೆಗೆ ಸಮಾಜಮುಖಿ ಚಿಂತನೆ ಬೆಳೆಸಿಕೊಳ್ಳಬೇಕು. ಉನ್ನತ ಶಿಕ್ಷಣ ಪಡೆದವರು ಗ್ರಾಮೀಣ ಅಭಿವೃದ್ಧಿಗೆ ಶ್ರಮಿಸಬೇಕು. ಪ್ರಾಂಶುಪಾಲರು ಅಧ್ಯಕ್ಷತೆ ವಹಿಸಿದ್ದರು. ಎನ್‌ಎಸ್‌ಎಸ್ ಅಧಿಕಾರಿಗಳು, ಉಪನ್ಯಾಸಕರು ಹಾಗೂ ವಿದ್ಯಾರ್ಥಿಗಳು ಹಾಜರಿದ್ದರು.	[650, 1310, 782, 1344]
digantha-vishesha-logo	[458, 544, 514, 584]
print-registration-marks	[318, 1443, 362, 1455]
print-registration-marks	[578, 1443, 622, 1455]
sidebar	[26, 60, 196, 1140]
photo-caption: ಶಿವಮೊಗ್ಗ : ವಿಶ್ವ ಪರಿಸರ ದಿನದ ಪ್ರಯುಕ್ತ ಜೆಸಿಐ ಸಮೃದ್ಧಿ ಘಟಕದ ವತಿಯಿಂದ ಗಿಡ ನೆಡುವ ಕಾರ್ಯಕ್ರಮ ಹಮ್ಮಿಕೊಳ್ಳಲಾಗಿತ್ತು. ಈ ಸಂದರ್ಭದಲ್ಲಿ ಘಟಕದ ಅಧ್ಯಕ್ಷ ನರಸಿಂಹಮೂರ್ತಿ, ರಾಜೇಶ್ವ, ಸಮೃದ್ಧಿ ಘಟಕದ ಕಾರ್ಯದರ್ಶಿ ಗಾಯತ್ರಿ ಯಲ್ಲಪ್ಪ ಗೌಡ, ಪದಾಧಿಕಾರಿಗಳಾದ ಶರದಮ್ಮ, ಶಶಿಕಲಾ, ಪುಷ್ಪ, ಕಿರಣ್ ಕುಮಾರ್, ಮೋಹನ್ ಕುಮಾರ್, ವನಜ ವಾಸನ್, ನವೀನ್ ಗೌಡ, ಮಂಜುಳ, ಅನ್ನಪೂರ್ಣ, ಸುಮ, ಬಿ.ಎಂ.ಎಲ್ಲಪ್ಪ ಗೌಡ, ರಂಜಿತಾ, ಲಕ್ಷ್ಮಮ್ಮ ಇದ್ದರು.	[675, 190, 914, 223]
rate-row: ಗೊರಬಲು-17,300-31,300	[26, 191, 89, 198]
story-title: ಪರಿಸರ ದಿನಾಚರಣೆ	[26, 973, 99, 987]
loan-body: ಶಿವಮೊಗ್ಗ : ಕರ್ನಾಟಕ ಸರಕಾರದ ಸಾಮಾಜಿಕ ಹಾಗೂ ಆರ್ಥಿಕವಾಗಿ ಹಿಂದುಳಿದ ವರ್ಗಗಳ ಅಭಿವೃದ್ಧಿ ನಿಗಮದಿಂದ ಸಾಲಿನಲ್ಲಿ ಸ್ವಯಂ ಉದ್ಯೋಗ ಸಾಲ ಯೋಜನೆ, ಗಂಗಾಕಲ್ಯಾಣ ನೀರಾವರಿ ಯೋಜನೆ, ಅರಿವು ಶೈಕ್ಷಣಿಕ ಸಾಲ ಯೋಜನೆ, ವಿದೇಶಿ ವಿಶ್ವವಿದ್ಯಾಲಯಗಳಲ್ಲಿ ಉನ್ನತ ಶಿಕ್ಷಣ ವ್ಯಾಸಂಗಕ್ಕೆ ಸಾಲ ಯೋಜನೆ, ಸ್ವಾವಲಂಬಿ ಸಾರಥಿ ಯೋಜನೆ, ಸ್ವಯಂ ಉದ್ಯೋಗ ನೇರ ಸಾಲ ಯೋಜನೆ ಹಾಗೂ ಮೈಕ್ರೋ ಕ್ರೆಡಿಟ್ ಸಾಲ ಯೋಜನೆಗಳಡಿ ಅರ್ಜಿ ಆಹ್ವಾನಿಸಲಾಗಿದೆ. ಅರ್ಜಿದಾರರು ಆಧಾರ್ ಜೋಡಣೆಯಾದ ಬ್ಯಾಂಕ್ ಖಾತೆ ಹೊಂದಿರಬೇಕು. ಅರ್ಜಿಗಳನ್ನು ಸೇವಾ ಸಿಂಧು ಪೋರ್ಟಲ್ ಮೂಲಕ ಸಲ್ಲಿಸಬೇಕು. 2023-24 ಮತ್ತು 2024-25 ನೇ ಸಾಲಿನಲ್ಲಿ ಸೌಲಭ್ಯ ಪಡೆದವರು ಅರ್ಹರಲ್ಲ. ಹೆಚ್ಚಿನ ಮಾಹಿತಿಗೆ ದೂ. 08182-229634 ನ್ನು ಸಂಪರ್ಕಿಸಬಹುದು.	[462, 88, 667, 158]
adike-rates-right	[112, 158, 196, 211]
clinic-body2	[624, 802, 772, 868]
rate-row: ಸರಕು-63,009-99,998	[26, 160, 80, 166]
loan-place: ಶಿವಮೊಗ್ಗ	[462, 88, 482, 95]
lead-bottom-rule	[210, 684, 918, 685]
kirusuddi-header	[32, 68, 182, 108]
story-title: ಸಹಾಯಧನಕ್ಕಾಗಿ ಅರ್ಜಿ	[26, 559, 116, 573]
adike-shivamogga: ಶಿವಮೊಗ್ಗ	[40, 144, 62, 152]
lead-subhead: ನರ್ಸರಿ ಲಾಬಿಯಿಂದ ಸೀಡ್‌ಬಾಲ್ ಗ್ರಹಣ	[520, 593, 604, 601]
photo-seedballs	[640, 346, 918, 536]
clinic-place: ಸಾಗರ	[472, 728, 485, 735]
story-title: ಇಂದು ಧರಣಿ ಸತ್ಯಾಗ್ರಹ	[26, 224, 116, 238]
story-place: ಶಿವಮೊಗ್ಗ	[26, 992, 46, 999]
weather-min	[530, 6, 555, 33]
brand-name: ಹೊಸದಿಗಂತ	[736, 7, 810, 28]
story-body: ಸಾಗರ : ಇಲ್ಲಿನ ಸರಕಾರಿ ಪಾಲಿಟೆಕ್ನಿಕ್ ಕಾಲೇಜಿನಲ್ಲಿ 2025-26ನೇ ಸಾಲಿನ ದ್ವಿತೀಯ ವರ್ಷದ ಡಿಪ್ಲೊಮಾ ಪ್ರವೇಶಕ್ಕೆ ಅರ್ಜಿ ಆಹ್ವಾನಿಸಲಾಗಿದೆ. ಆಸಕ್ತರು ಜೂ.14 ರೊಳಗೆ ಅರ್ಜಿ ಸಲ್ಲಿಸಬೇಕು. ಹೆಚ್ಚಿನ ಮಾಹಿತಿಗೆ ದೂ. 9449661667, 8095509822 ಸಂಪರ್ಕಿಸಬಹುದು.	[26, 394, 196, 428]
max-label: ಗರಿಷ್ಠ	[497, 6, 508, 13]
masthead-date: 9 ಜೂನ್ 2025	[10, 21, 100, 37]
photo-nss	[650, 1206, 920, 1306]
lead-top-rule	[210, 262, 918, 264]
story-title: ಅಬ್ಕಾರಿ ದಾಳಿ: ಗಾಂಜಾ ವಶ	[26, 815, 133, 829]
brand-box	[700, 4, 935, 52]
story-place: ಭದ್ರಾವತಿ	[26, 242, 44, 249]
lead-place: ಶಿವಮೊಗ್ಗ	[210, 346, 230, 353]
clinic-text3: ಸೇವೆ ಸಿಗುತ್ತದೆ ಎಂದು ಹೇಳಿದರು. ಬಡವರಿಗೆ ಉತ್ತಮ ಆರೋಗ್ಯ ಸೇವೆ ಸಿಗಬೇಕು ಎನ್ನುವ ಉದ್ದೇಶದಿಂದ ನಮ್ಮ ಕ್ಲಿನಿಕ್ ಪ್ರಾರಂಭಿಸಲಾಗಿದೆ. ವಿಶೇಷ ಗಮನಹರಿಸಿ ನಗರದ ಜನರ ಆರೋಗ್ಯ ರಕ್ಷಣೆ ಮಾಡುತ್ತಿದೆ. ನಗರಸಭೆ ಅಧ್ಯಕ್ಷೆ, ಉಪಾಧ್ಯಕ್ಷ, ಸದಸ್ಯರು, ತಾಲೂಕು ಆರೋಗ್ಯಾಧಿಕಾರಿ ಡಾ. ಮೋಹನ್, ಮಲ್ಲಪ್ಪ ಸೇರಿದಂತೆ ಹಲವರು ಹಾಜರಿದ್ದರು.	[776, 728, 918, 771]
story-title: ದ್ವಿತೀಯ ವರ್ಷದ ಡಿಪ್ಲೊಮಾ ಪ್ರವೇಶಕ್ಕೆ ಅರ್ಜಿ ಆಹ್ವಾನ	[26, 359, 173, 387]
photo-camp	[140, 1190, 372, 1268]
selfemp-text2: 2ಎ, 3ಎ ಮತ್ತು 3ಬಿ ವರ್ಗದವರು ಅರ್ಜಿ ಸಲ್ಲಿಸಲು ಅರ್ಹರು. ಅರ್ಜಿದಾರರು ಆಧಾರ್ ಸಂಖ್ಯೆ ಜೋಡಣೆಯಾಗಿರುವ ಬ್ಯಾಂಕ್ ಖಾತೆ ಹೊಂದಿರಬೇಕು. ಸೇವಾಸಿಂಧು ಪೋರ್ಟಲ್ http://sevasindhu.karnataka.gov.in ಮೂಲಕ ಅರ್ಜಿ ಸಲ್ಲಿಸಬೇಕು.	[624, 906, 772, 949]
clinic-body3	[776, 728, 918, 868]
adike-sagara: ಸಾಗರ	[120, 144, 134, 152]
photo-caption: ಸೊರಬ: ಪಟ್ಟಣದ ರಂಗನಾಥ ಬ್ಯಾಂಕ್‌ನಲ್ಲಿ ಶ್ರೀ ಚಂದ್ರ ಪೌಳೇಶ್ವರ ದೇವಸ್ಥಾನದ ಆವರಣದಲ್ಲಿ ನೆಮ್ಮದಿ ಗ್ರೂಪ್ ಆಫ್ ಫ್ರೆಂಡ್ಸ್ ಸಂಸ್ಥೆ ಮತ್ತು ಅರಣ್ಯ ಇಲಾಖೆ ವತಿಯಿಂದ ಪರಿಸರ ದಿನದ ಅಂಗವಾಗಿ ಗಿಡ ನೆಡುವ ಮೂಲಕ ಆಚರಿಸಲಾಯಿತು. ಸುರೇಶ್ ಗುಂಡೇಗೌಡ ಶಿಕ್ಷಾ, ಸುಬ್ಬು ದೀಪಕ್ ಆಲೇಕರ್, ದತ್ತಾ, ಎಸ್. ಗಣಪತಿ, ಮತ್ತಿತರರು ಪಾಲ್ಗೊಂಡಿದ್ದರು.	[210, 210, 453, 234]
photo-hsv	[210, 748, 460, 876]
story-body: ಶಿವಮೊಗ್ಗ : ಜಿಲ್ಲಾ ಪಂಚಾಯಿತಿ ವತಿಯಿಂದ 2022-23 ರಿಂದ 2024-25 ನೇ ಸಾಲಿನವರೆಗೆ ಮನೆ ಹಂಚಿಕೆಯಾಗಿ ಅರ್ಧದಲ್ಲಿರುವ ಫಲಾನುಭವಿಗಳಿಗೆ ಸಹಾಯಧನಕ್ಕಾಗಿ ಅರ್ಜಿ ಆಹ್ವಾನಿಸಲಾಗಿದೆ. ಜೂ.30ರವರೆಗೆ ಅರ್ಜಿ ಸಲ್ಲಿಸಬಹುದು ಎಂದು ಪ್ರಕಟಣೆ ತಿಳಿಸಿದೆ.	[26, 578, 196, 612]
camp-place: ಭದ್ರಾವತಿ	[26, 1190, 44, 1197]
min-label: ಕನಿಷ್ಠ	[537, 6, 548, 13]
story-text: ತಾಲೂಕಿನ ಗುಡ್ಡೆಕೌತಿ ಮಠದ ಸಮೀಪ ಅಬಕಾರಿ ಅಧಿಕಾರಿಗಳು ದಾಳಿ ನಡೆಸಿ ಗಾಂಜಾ ವಶಪಡಿಸಿಕೊಂಡಿದ್ದಾರೆ. ಆರೋಪಿಯನ್ನು ವಶಕ್ಕೆ ಪಡೆದು ಪ್ರಕರಣ ದಾಖಲಿಸಲಾಗಿದೆ.	[26, 834, 196, 859]
camp-text: ನಗರದ ರೋಟರಿ ಕ್ಲಬ್ ಮತ್ತು ವಿನೋಬನಗರದ ವಿರೂಪಾಕ್ಷ ಆಸ್ಪತ್ರೆ ಸಹಯೋಗದಲ್ಲಿ ಉಚಿತ ಆರೋಗ್ಯ ತಪಾಸಣೆ ಶಿಬಿರ ಹಮ್ಮಿಕೊಳ್ಳಲಾಗಿತ್ತು. ಹೃದಯ ರೋಗ, ಮಧುಮೇಹ, ರಕ್ತದೊತ್ತಡ ಸೇರಿದಂತೆ ವಿವಿಧ ತಪಾಸಣೆ ನಡೆಸಲಾಯಿತು. 124 ಮಂದಿ ಶಿಬಿರದ ಸದುಪಯೋಗ ಪಡೆದರು. ರೋಟರಿ ಅಧ್ಯಕ್ಷರು, ಕಾರ್ಯದರ್ಶಿ ಹಾಗೂ ಸದಸ್ಯರು ಉಪಸ್ಥಿತರಿದ್ದರು. ವೈದ್ಯರ ತಂಡ ಶಿಬಿರದಲ್ಲಿ ಸೇವೆ ಸಲ್ಲಿಸಿತು.	[26, 1190, 134, 1260]
rate-row: ಚಾಲಿ-21,300-39,009	[112, 170, 165, 177]
quote-icon: ❝	[642, 539, 659, 572]
photo-jci	[675, 68, 917, 188]
rate-row: ಬೆಟ್ಟೆ-20,899-57,599	[26, 170, 78, 177]
story-text: ಜಿಲ್ಲಾ ಕಾನೂನು ಸೇವಾ ಪ್ರಾಧಿಕಾರ ಹಾಗೂ ವಕೀಲರ ಸಂಘದ ವತಿಯಿಂದ ವಿಶ್ವ ಪರಿಸರ ದಿನಾಚರಣೆ ಅಂಗವಾಗಿ ಗಿಡ ನೆಡುವ ಕಾರ್ಯಕ್ರಮ ನಡೆಯಿತು. ನ್ಯಾಯಾಧೀಶರು, ವಕೀಲರು ಪಾಲ್ಗೊಂಡಿದ್ದರು.	[26, 992, 196, 1017]
masthead	[0, 0, 945, 58]
rate-row: ಬಿಳೇಗೋಟು-5,699-18,289	[112, 202, 175, 209]
nss-text: ಎನ್‌ಎಸ್‌ಎಸ್ ವಿದ್ಯಾರ್ಥಿಗಳ ವ್ಯಕ್ತಿತ್ವ ವಿಕಸನಕ್ಕೆ ಸಹಕಾರಿಯಾಗಿದೆ. ಗ್ರಾಮೀಣ ಜನರ ಬದುಕನ್ನು ಅರಿತುಕೊಳ್ಳಲು ಎನ್‌ಎಸ್‌ಎಸ್ ಶಿಬಿರಗಳು ನೆರವಾಗುತ್ತವೆ ಎಂದು ಕುವೆಂಪು ವಿಶ್ವವಿದ್ಯಾಲಯದ ಎನ್‌ಎಸ್‌ಎಸ್ ಸಂಯೋಜನಾಧಿಕಾರಿ ಡಾ. ಶುಭ ಮರವಂತೆ ಹೇಳಿದರು. ನಗರದ ಪದವಿ ಕಾಲೇಜಿನಲ್ಲಿ ಆಯೋಜಿಸಿದ್ದ ವಾರ್ಷಿಕ ವಿಶೇಷ ಶಿಬಿರದ ಸಮಾರೋಪದಲ್ಲಿ ಮಾತನಾಡಿದರು. ವಿದ್ಯಾರ್ಥಿಗಳು ಸೇವಾ ಮನೋಭಾವ ಬೆಳೆಸಿಕೊಳ್ಳಬೇಕು. ಸಮಾಜದ ಬಗ್ಗೆ ಕಾಳಜಿ ಹೊಂದಬೇಕು.	[512, 1206, 644, 1276]
selfemp-title: ಸ್ವಯಂ ಉದ್ಯೋಗ ವೈಯಕ್ತಿಕ ಸಾಲ ಯೋಜನೆಗೆ ಅರ್ಜಿ ಆಹ್ವಾನ	[472, 875, 779, 893]
byline-marker: ■	[210, 334, 219, 342]
rate-row: ರಾಶಿ-26,899-57,599	[112, 160, 164, 166]
hsv-place: ಶಿವಮೊಗ್ಗ	[210, 882, 230, 889]
bottom-band-rule-accent	[638, 1138, 918, 1142]
